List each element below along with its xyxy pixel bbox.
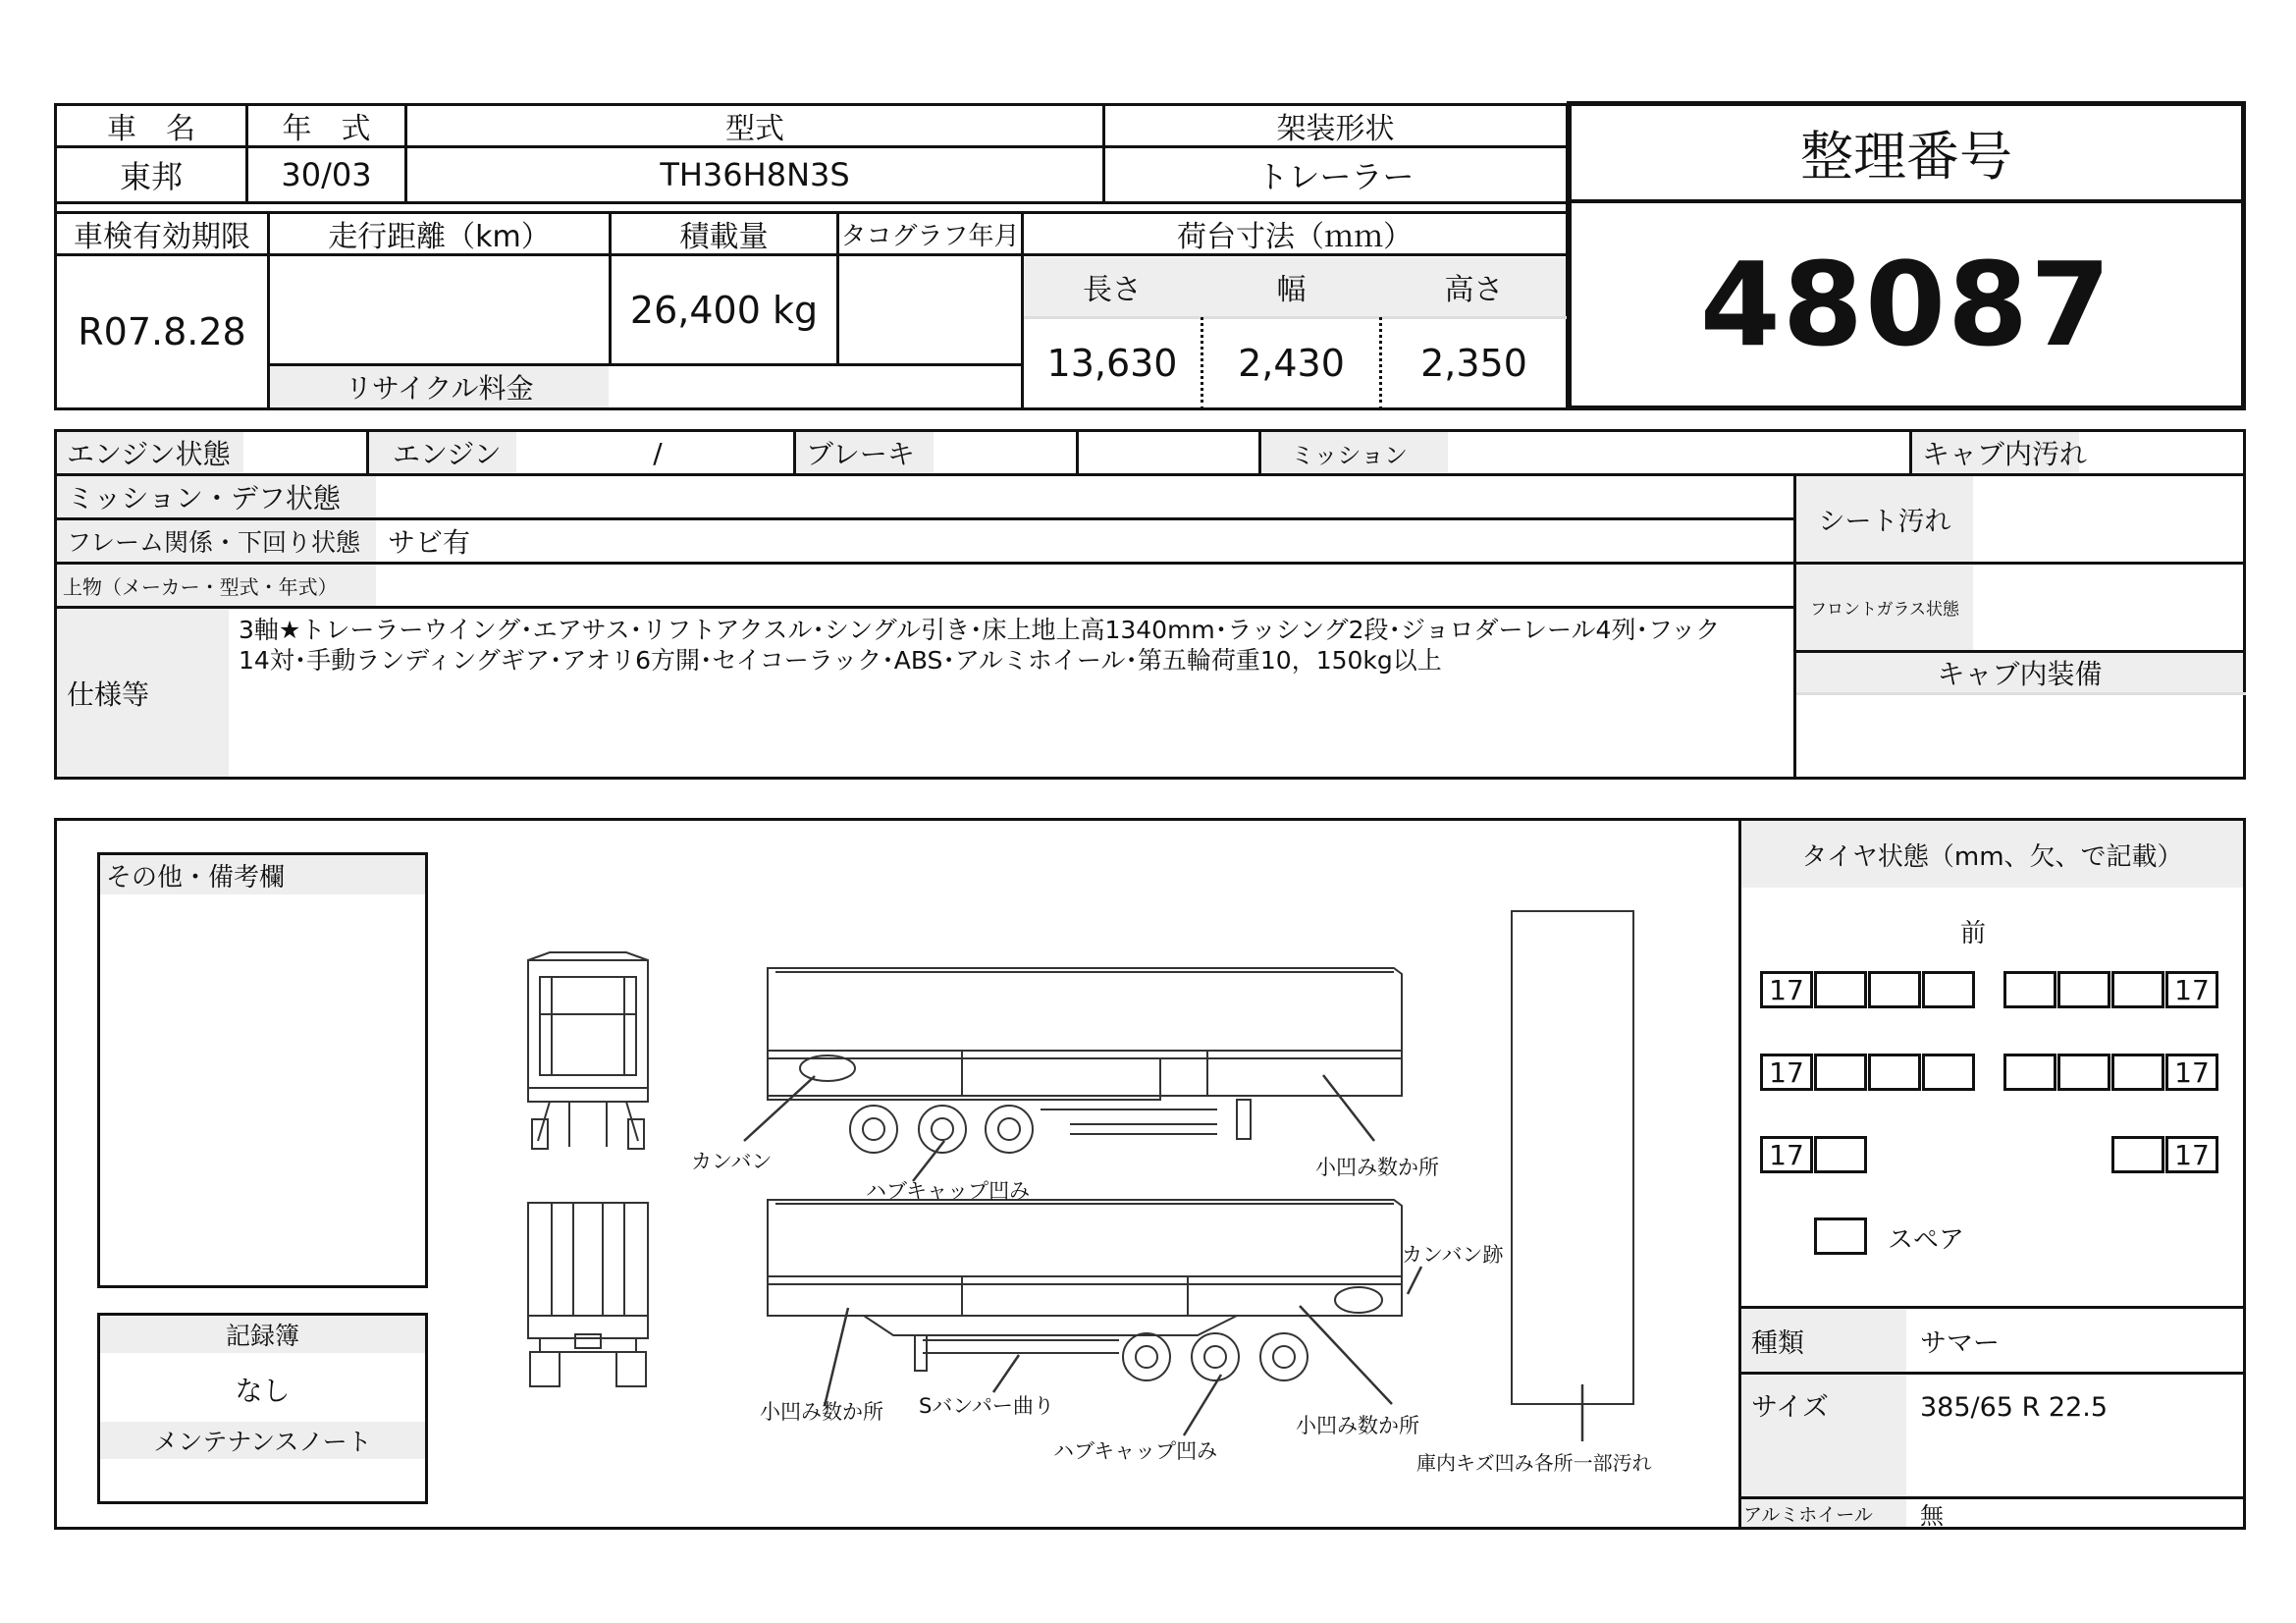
tire-r2-l4 [1922, 1054, 1975, 1091]
recycle-label: リサイクル料金 [345, 372, 534, 405]
length-label: 長さ [1083, 273, 1142, 307]
inspection-value: R07.8.28 [78, 310, 246, 353]
model-label: 型式 [725, 112, 784, 146]
height-label: 高さ [1444, 273, 1504, 307]
label-interior-damage: 庫内キズ凹み各所一部汚れ [1416, 1451, 1652, 1475]
tire-r1-r1 [2003, 971, 2056, 1008]
body-type-label: 架装形状 [1276, 112, 1395, 146]
car-name-label: 車 名 [107, 112, 195, 146]
engine-slash: / [653, 436, 663, 469]
label-kanban: カンバン [691, 1150, 773, 1173]
engine-state-label: エンジン状態 [67, 438, 231, 470]
tire-spare-label: スペア [1888, 1225, 1965, 1255]
tire-r1-l1: 17 [1760, 971, 1813, 1008]
tachograph-label: タコグラフ年月 [840, 221, 1020, 251]
tire-status-title: タイヤ状態（mm、欠、で記載） [1801, 841, 2183, 872]
tire-r2-l1: 17 [1760, 1054, 1813, 1091]
spec-text-line1: 3軸★トレーラーウイング･エアサス･リフトアクスル･シングル引き･床上地上高1340mm･ラッシング2段･ジョロダーレール4列･フック [239, 616, 1721, 644]
tire-spare-box [1814, 1217, 1867, 1255]
engine-label: エンジン [393, 438, 502, 470]
width-value: 2,430 [1238, 342, 1345, 385]
rear-view-bottom [528, 1203, 648, 1386]
load-value: 26,400 kg [629, 288, 819, 332]
year-label: 年 式 [282, 112, 371, 146]
bed-size-label: 荷台寸法（ｍｍ） [1177, 220, 1413, 254]
record-book-value: なし [235, 1375, 291, 1407]
tire-r1-r2 [2057, 971, 2110, 1008]
year-value: 30/03 [281, 156, 372, 193]
upper-body-label: 上物（メーカー・型式・年式） [63, 574, 338, 599]
side-view-bottom [768, 1200, 1402, 1380]
label-hubcap-dent-bottom: ハブキャップ凹み [1053, 1439, 1218, 1463]
label-small-dents-top: 小凹み数か所 [1315, 1156, 1439, 1179]
tire-r1-l4 [1922, 971, 1975, 1008]
label-hubcap-dent-top: ハブキャップ凹み [866, 1179, 1031, 1203]
recycle-value [612, 366, 1021, 407]
seat-dirt-label: シート汚れ [1818, 507, 1951, 537]
tire-r2-l2 [1814, 1054, 1867, 1091]
side-view-top [768, 968, 1402, 1153]
label-s-bumper: Sバンパー曲り [919, 1394, 1054, 1418]
tire-r1-r3 [2111, 971, 2164, 1008]
tire-r3-l2 [1814, 1136, 1867, 1173]
frame-label: フレーム関係・下回り状態 [67, 528, 361, 557]
cab-equipment-label: キャブ内装備 [1937, 658, 2103, 690]
record-book-label: 記録簿 [225, 1322, 299, 1350]
tire-r2-l3 [1868, 1054, 1921, 1091]
trailer-damage-diagram [491, 884, 1698, 1492]
tire-size-label: サイズ [1751, 1391, 1829, 1423]
brake-label: ブレーキ [806, 438, 915, 470]
mileage-label: 走行距離（km） [328, 220, 551, 254]
maintenance-note-label: メンテナンスノート [153, 1428, 372, 1456]
floor-plan [1512, 911, 1633, 1404]
tire-r2-r1 [2003, 1054, 2056, 1091]
tachograph-value [839, 256, 1021, 363]
spec-text-line2: 14対･手動ランディングギア･アオリ6方開･セイコーラック･ABS･アルミホイール･第五輪荷重10，150kg以上 [239, 646, 1442, 675]
aluminum-wheel-value: 無 [1920, 1501, 1944, 1530]
label-kanban-mark: カンバン跡 [1402, 1243, 1504, 1267]
tire-type-label: 種類 [1751, 1327, 1804, 1359]
tire-r3-r2: 17 [2165, 1136, 2218, 1173]
tire-r1-l3 [1868, 971, 1921, 1008]
cab-dirt-label: キャブ内汚れ [1922, 438, 2088, 470]
tire-r3-r1 [2111, 1136, 2164, 1173]
tire-r2-r2 [2057, 1054, 2110, 1091]
load-label: 積載量 [679, 220, 769, 254]
tire-r3-l1: 17 [1760, 1136, 1813, 1173]
car-name-value: 東邦 [119, 158, 183, 195]
mileage-value [270, 256, 609, 363]
tire-type-value: サマー [1920, 1327, 2000, 1359]
tire-r2-r4: 17 [2165, 1054, 2218, 1091]
width-label: 幅 [1276, 273, 1307, 307]
tire-size-value: 385/65 R 22.5 [1920, 1391, 2109, 1423]
reference-number: 48087 [1699, 237, 2113, 372]
windshield-label: フロントガラス状態 [1810, 600, 1959, 620]
aluminum-wheel-label: アルミホイール [1743, 1503, 1873, 1526]
tire-front-label: 前 [1959, 918, 1986, 948]
mission-label: ミッション [1291, 441, 1409, 469]
body-type-value: トレーラー [1256, 158, 1415, 195]
rear-view-top [528, 952, 648, 1149]
model-value: TH36H8N3S [660, 156, 850, 193]
label-small-dents-bottom-right: 小凹み数か所 [1296, 1414, 1419, 1437]
remarks-label: その他・備考欄 [106, 862, 286, 893]
reference-label: 整理番号 [1800, 126, 2012, 188]
tire-r2-r3 [2111, 1054, 2164, 1091]
remarks-box [97, 852, 428, 1288]
spec-label: 仕様等 [67, 677, 150, 711]
height-value: 2,350 [1420, 342, 1527, 385]
tire-r1-l2 [1814, 971, 1867, 1008]
frame-value: サビ有 [388, 526, 471, 559]
inspection-label: 車検有効期限 [74, 220, 250, 254]
tire-r1-r4: 17 [2165, 971, 2218, 1008]
mission-diff-label: ミッション・デフ状態 [67, 482, 341, 514]
length-value: 13,630 [1046, 342, 1178, 385]
label-small-dents-bottom-left: 小凹み数か所 [760, 1400, 883, 1424]
